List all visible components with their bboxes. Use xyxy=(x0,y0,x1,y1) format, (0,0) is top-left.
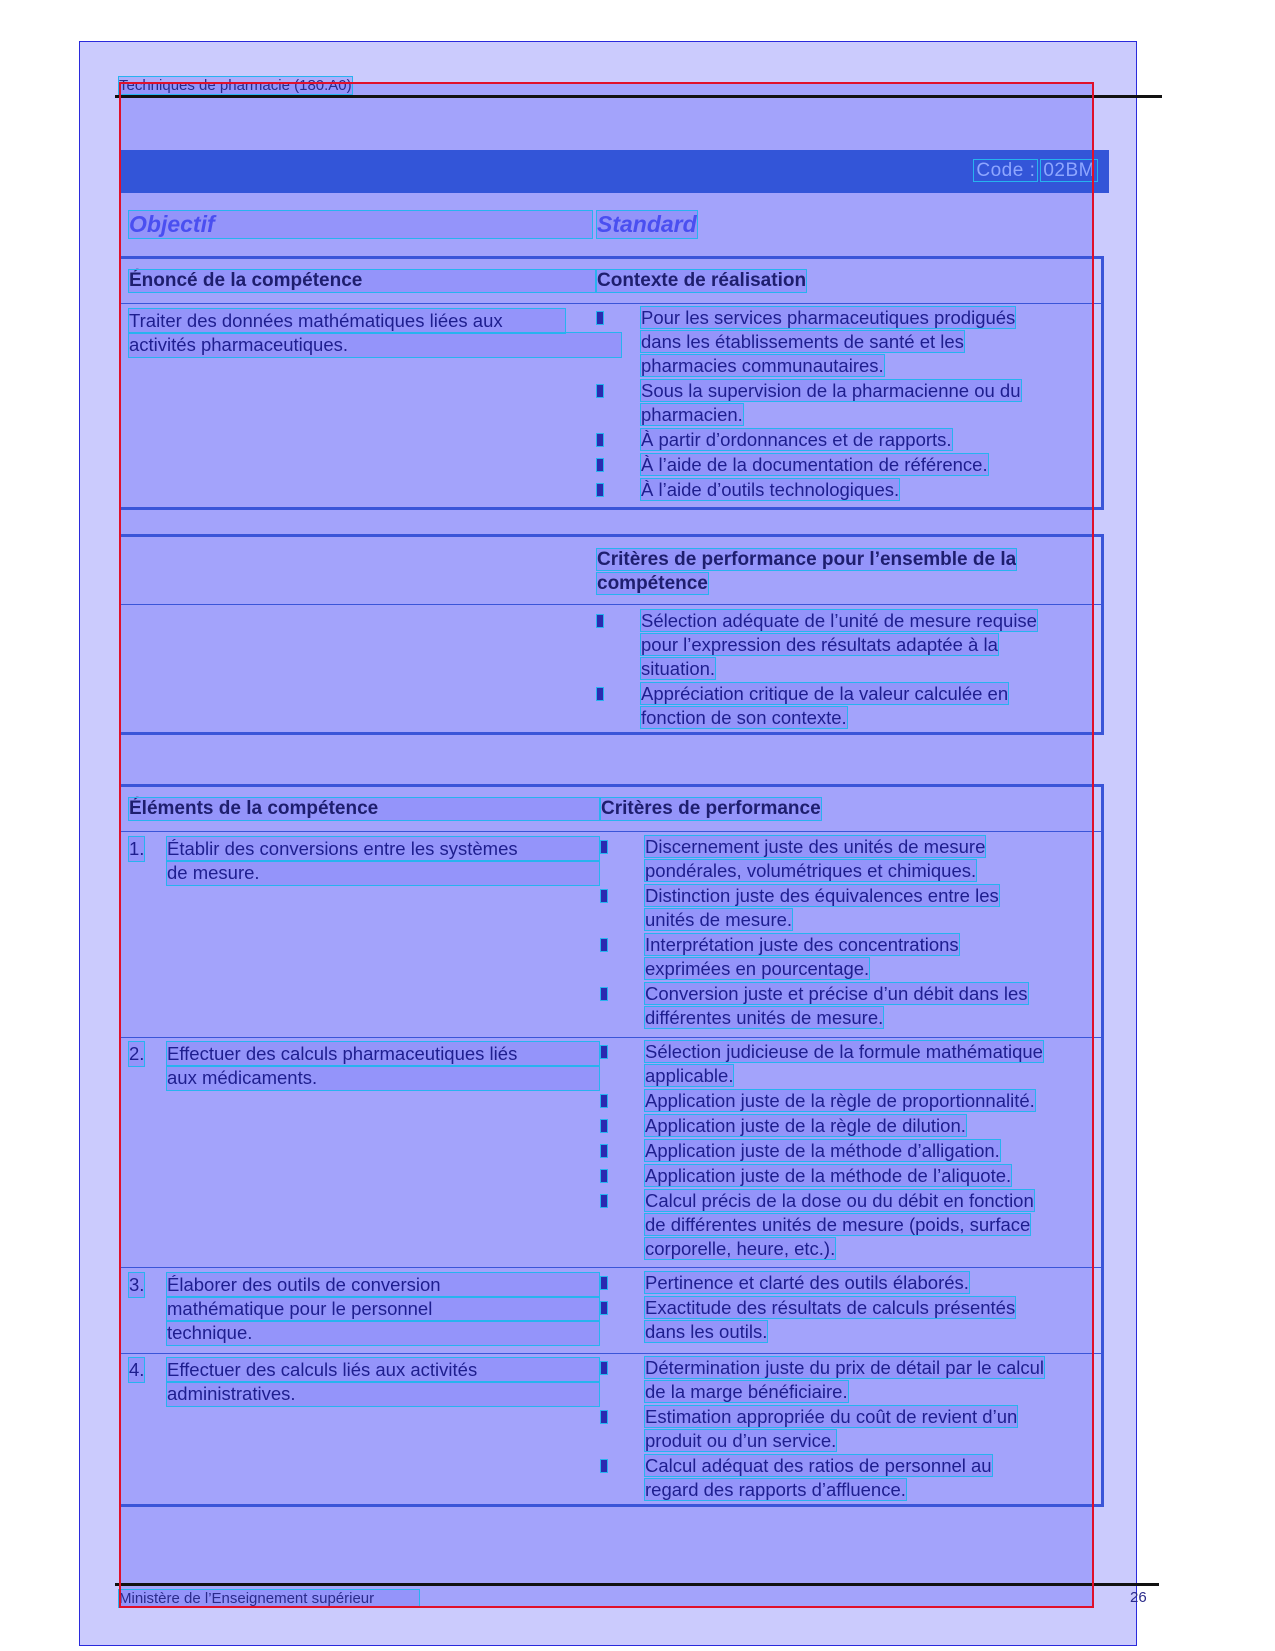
element-number: 3. xyxy=(129,1274,145,1295)
critere-item: Application juste de la méthode de l’aliquote. xyxy=(601,1164,1043,1188)
element-criteres-list xyxy=(601,1040,1043,1262)
row-divider xyxy=(121,1353,1101,1354)
heading-standard: Standard xyxy=(597,211,697,237)
row-divider xyxy=(121,1037,1101,1038)
contexte-list xyxy=(597,306,1021,503)
header-rule xyxy=(115,95,1162,98)
contexte-item: À l’aide de la documentation de référence. xyxy=(597,453,1021,477)
code-bar xyxy=(119,150,1109,193)
element-criteres-list xyxy=(601,1271,1015,1345)
enonce-text xyxy=(129,309,621,357)
element-text: Effectuer des calculs pharmaceutiques liés aux médicaments. xyxy=(167,1042,599,1090)
enonce-line: activités pharmaceutiques. xyxy=(129,333,621,357)
critere-item: Appréciation critique de la valeur calculée en fonction de son contexte. xyxy=(597,682,1037,730)
element-number: 4. xyxy=(129,1359,145,1380)
critere-item: Sélection adéquate de l’unité de mesure requise pour l’expression des résultats adaptée à la situation. xyxy=(597,609,1037,681)
critere-item: Discernement juste des unités de mesure pondérales, volumétriques et chimiques. xyxy=(601,835,1028,883)
critere-item: Application juste de la règle de dilution. xyxy=(601,1114,1043,1138)
criteres-ensemble-title: Critères de performance pour l’ensemble de la compétence xyxy=(597,549,1017,594)
footer-ministry: Ministère de l’Enseignement supérieur xyxy=(119,1590,419,1607)
critere-item: Exactitude des résultats de calculs présentés dans les outils. xyxy=(601,1296,1015,1344)
element-text: Établir des conversions entre les systèmes de mesure. xyxy=(167,837,599,885)
element-number: 2. xyxy=(129,1043,145,1064)
header-program: Techniques de pharmacie (180.A0) xyxy=(119,77,352,94)
critere-item: Calcul adéquat des ratios de personnel au regard des rapports d’affluence. xyxy=(601,1454,1044,1502)
footer-rule xyxy=(115,1583,1159,1586)
critere-item: Pertinence et clarté des outils élaborés. xyxy=(601,1271,1015,1295)
competency-code xyxy=(970,160,1097,182)
critere-item: Conversion juste et précise d’un débit dans les différentes unités de mesure. xyxy=(601,982,1028,1030)
critere-item: Distinction juste des équivalences entre les unités de mesure. xyxy=(601,884,1028,932)
contexte-title: Contexte de réalisation xyxy=(597,270,807,291)
row-divider xyxy=(121,303,1101,304)
enonce-line: Traiter des données mathématiques liées aux xyxy=(129,309,565,333)
code-label: Code : xyxy=(976,160,1036,181)
contexte-item: Pour les services pharmaceutiques prodigués dans les établissements de santé et les pharmacies communautaires. xyxy=(597,306,1021,378)
enonce-title: Énoncé de la compétence xyxy=(129,270,595,292)
critere-item: Calcul précis de la dose ou du débit en fonction de différentes unités de mesure (poids, surface corporelle, heure, etc.). xyxy=(601,1189,1043,1261)
contexte-item: Sous la supervision de la pharmacienne ou du pharmacien. xyxy=(597,379,1021,427)
critere-item: Application juste de la méthode d’alligation. xyxy=(601,1139,1043,1163)
row-divider xyxy=(121,604,1101,605)
code-value: 02BM xyxy=(1043,160,1095,181)
contexte-item: À l’aide d’outils technologiques. xyxy=(597,478,1021,502)
element-criteres-list xyxy=(601,1356,1044,1503)
criteres-ensemble-list xyxy=(597,609,1037,731)
heading-objectif: Objectif xyxy=(129,211,592,238)
critere-item: Estimation appropriée du coût de revient d’un produit ou d’un service. xyxy=(601,1405,1044,1453)
page-number: 26 xyxy=(1130,1589,1147,1606)
element-text: Effectuer des calculs liés aux activités administratives. xyxy=(167,1358,599,1406)
critere-item: Sélection judicieuse de la formule mathématique applicable. xyxy=(601,1040,1043,1088)
elements-title: Éléments de la compétence xyxy=(129,798,599,820)
row-divider xyxy=(121,1267,1101,1268)
critere-item: Application juste de la règle de proportionnalité. xyxy=(601,1089,1043,1113)
row-divider xyxy=(121,831,1101,832)
criteres-title: Critères de performance xyxy=(601,798,821,819)
critere-item: Interprétation juste des concentrations exprimées en pourcentage. xyxy=(601,933,1028,981)
element-text: Élaborer des outils de conversion mathématique pour le personnel technique. xyxy=(167,1273,599,1345)
element-number: 1. xyxy=(129,838,145,859)
critere-item: Détermination juste du prix de détail par le calcul de la marge bénéficiaire. xyxy=(601,1356,1044,1404)
contexte-item: À partir d’ordonnances et de rapports. xyxy=(597,428,1021,452)
element-criteres-list xyxy=(601,835,1028,1031)
